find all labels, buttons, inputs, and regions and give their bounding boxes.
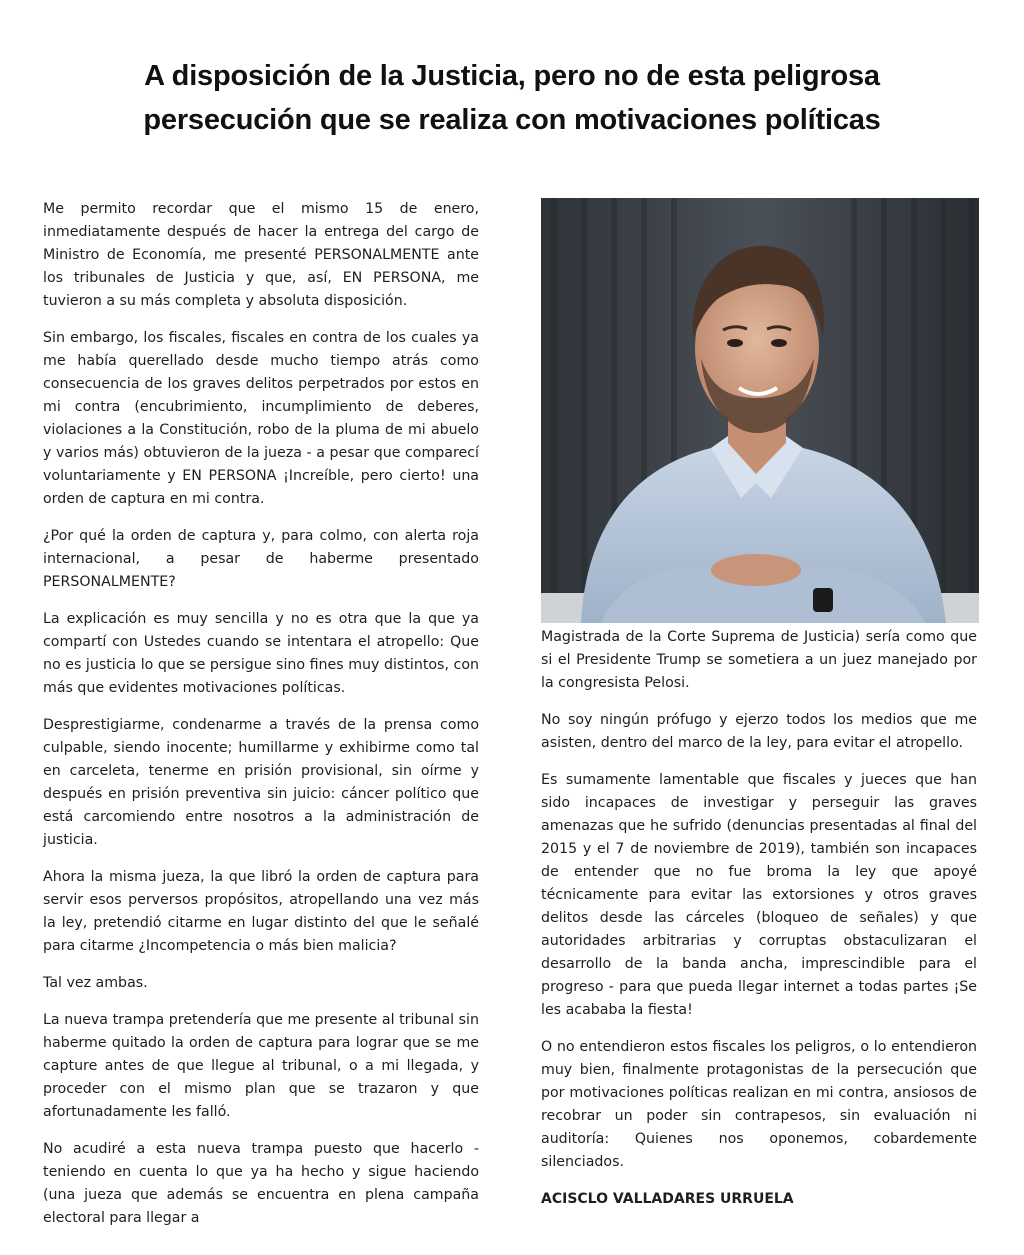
paragraph: O no entendieron estos fiscales los peligros, o lo entendieron muy bien, finalmente protagonistas de la persecución que por motivaciones políticas realizan en mi contra, ansiosos de recobrar un poder sin contrapesos, sin evaluación ni auditoría: Quienes nos oponemos, cobardemente silenciados. xyxy=(541,1039,977,1170)
paragraph: La explicación es muy sencilla y no es otra que la que ya compartí con Ustedes cuando se intentara el atropello: Que no es justicia lo que se persigue sino fines muy distintos, con más que evidentes motivaciones políticas. xyxy=(43,611,479,696)
paragraph: Sin embargo, los fiscales, fiscales en contra de los cuales ya me había querellado desde mucho tiempo atrás como consecuencia de los graves delitos perpetrados por estos en mi contra (encubrimiento, incumplimiento de deberes, violaciones a la Constitución, robo de la pluma de mi abuelo y varios más) obtuvieron de la jueza - a pesar que comparecí voluntariamente y EN PERSONA ¡Increíble, pero cierto! una orden de captura en mi contra. xyxy=(43,330,479,507)
paragraph: ¿Por qué la orden de captura y, para colmo, con alerta roja internacional, a pesar de haberme presentado PERSONALMENTE? xyxy=(43,528,479,590)
paragraph: No soy ningún prófugo y ejerzo todos los medios que me asisten, dentro del marco de la ley, para evitar el atropello. xyxy=(541,712,977,751)
title-line-2: persecución que se realiza con motivaciones políticas xyxy=(143,104,881,136)
paragraph: No acudiré a esta nueva trampa puesto que hacerlo - teniendo en cuenta lo que ya ha hecho y sigue haciendo (una jueza que además se encuentra en plena campaña electoral para llegar a xyxy=(43,1141,479,1226)
paragraph: Desprestigiarme, condenarme a través de la prensa como culpable, siendo inocente; humillarme y exhibirme como tal en carceleta, tenerme en prisión provisional, sin oírme y después en prisión preventiva sin juicio: cáncer político que está carcomiendo entre nosotros a la administración de justicia. xyxy=(43,717,479,848)
paragraph: Magistrada de la Corte Suprema de Justicia) sería como que si el Presidente Trump se sometiera a un juez manejado por la congresista Pelosi. xyxy=(541,629,977,691)
paragraph: La nueva trampa pretendería que me presente al tribunal sin haberme quitado la orden de captura para lograr que se me capture antes de que llegue al tribunal, o a mi llegada, y proceder con el mismo plan que se trazaron y que afortunadamente les falló. xyxy=(43,1012,479,1120)
paragraph: Tal vez ambas. xyxy=(43,975,148,991)
paragraph: Ahora la misma jueza, la que libró la orden de captura para servir esos perversos propósitos, atropellando una vez más la ley, pretendió citarme en lugar distinto del que le señalé para citarme ¿Incompetencia o más bien malicia? xyxy=(43,869,479,954)
left-column xyxy=(43,198,479,1230)
page-title xyxy=(60,54,964,142)
paragraph: Me permito recordar que el mismo 15 de enero, inmediatamente después de hacer la entrega del cargo de Ministro de Economía, me presenté PERSONALMENTE ante los tribunales de Justicia y que, así, EN PERSONA, me tuvieron a su más completa y absoluta disposición. xyxy=(43,201,479,309)
title-line-1: A disposición de la Justicia, pero no de esta peligrosa xyxy=(144,60,880,92)
paragraph: Es sumamente lamentable que fiscales y jueces que han sido incapaces de investigar y perseguir las graves amenazas que he sufrido (denuncias presentadas al final del 2015 y el 7 de noviembre de 2019), también son incapaces de entender que no fue broma la ley que apoyé técnicamente para evitar las extorsiones y otros graves delitos desde las cárceles (bloqueo de señales) y que autoridades arbitrarias y corruptas obstaculizaran el desarrollo de la banda ancha, imprescindible para el progreso - para que pueda llegar internet a todas partes ¡Se les acababa la fiesta! xyxy=(541,772,977,1018)
author-portrait-photo xyxy=(541,198,979,623)
right-column xyxy=(541,626,977,1225)
author-signature: ACISCLO VALLADARES URRUELA xyxy=(541,1191,794,1207)
